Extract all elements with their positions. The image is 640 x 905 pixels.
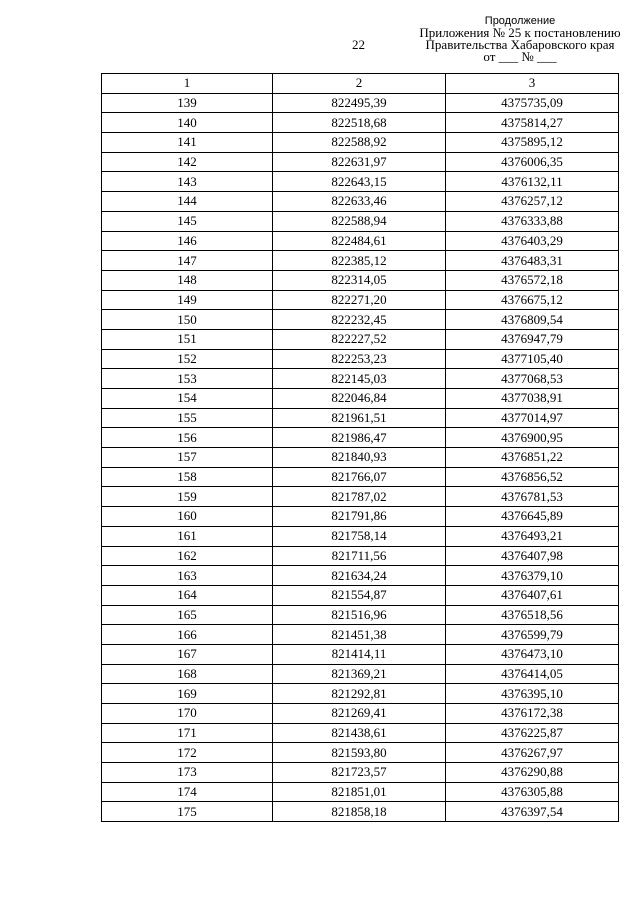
table-row [102, 231, 619, 251]
point-number-cell: 166 [102, 625, 273, 645]
x-coordinate-cell: 821369,21 [273, 664, 446, 684]
appendix-header [400, 15, 640, 63]
table-row [102, 192, 619, 212]
point-number-cell: 165 [102, 605, 273, 625]
point-number-cell: 147 [102, 251, 273, 271]
table-row [102, 211, 619, 231]
point-number-cell: 175 [102, 802, 273, 822]
x-coordinate-cell: 821711,56 [273, 546, 446, 566]
coordinates-table [101, 73, 619, 822]
x-coordinate-cell: 821858,18 [273, 802, 446, 822]
x-coordinate-cell: 821840,93 [273, 448, 446, 468]
x-coordinate-cell: 822232,45 [273, 310, 446, 330]
table-row [102, 369, 619, 389]
table-row [102, 290, 619, 310]
x-coordinate-cell: 821723,57 [273, 763, 446, 783]
x-coordinate-cell: 821414,11 [273, 644, 446, 664]
point-number-cell: 172 [102, 743, 273, 763]
table-row [102, 782, 619, 802]
y-coordinate-cell: 4375895,12 [446, 133, 619, 153]
point-number-cell: 141 [102, 133, 273, 153]
y-coordinate-cell: 4376132,11 [446, 172, 619, 192]
table-row [102, 644, 619, 664]
table-row [102, 507, 619, 527]
point-number-cell: 162 [102, 546, 273, 566]
table-row [102, 310, 619, 330]
point-number-cell: 159 [102, 487, 273, 507]
point-number-cell: 173 [102, 763, 273, 783]
point-number-cell: 148 [102, 270, 273, 290]
x-coordinate-cell: 821851,01 [273, 782, 446, 802]
table-row [102, 152, 619, 172]
x-coordinate-cell: 822145,03 [273, 369, 446, 389]
continuation-label: Продолжение [484, 15, 556, 27]
x-coordinate-cell: 821292,81 [273, 684, 446, 704]
table-row [102, 389, 619, 409]
page-number: 22 [352, 37, 365, 52]
point-number-cell: 164 [102, 585, 273, 605]
y-coordinate-cell: 4376572,18 [446, 270, 619, 290]
column-header-3: 3 [446, 74, 619, 94]
government-reference: Правительства Хабаровского края [425, 37, 615, 52]
y-coordinate-cell: 4376483,31 [446, 251, 619, 271]
point-number-cell: 150 [102, 310, 273, 330]
table-header-row [102, 74, 619, 94]
point-number-cell: 149 [102, 290, 273, 310]
x-coordinate-cell: 821758,14 [273, 526, 446, 546]
y-coordinate-cell: 4376473,10 [446, 644, 619, 664]
x-coordinate-cell: 822643,15 [273, 172, 446, 192]
y-coordinate-cell: 4376333,88 [446, 211, 619, 231]
point-number-cell: 158 [102, 467, 273, 487]
table-row [102, 467, 619, 487]
y-coordinate-cell: 4375814,27 [446, 113, 619, 133]
y-coordinate-cell: 4376414,05 [446, 664, 619, 684]
x-coordinate-cell: 821593,80 [273, 743, 446, 763]
point-number-cell: 167 [102, 644, 273, 664]
table-row [102, 487, 619, 507]
y-coordinate-cell: 4376675,12 [446, 290, 619, 310]
x-coordinate-cell: 822314,05 [273, 270, 446, 290]
x-coordinate-cell: 822633,46 [273, 192, 446, 212]
point-number-cell: 160 [102, 507, 273, 527]
point-number-cell: 155 [102, 408, 273, 428]
y-coordinate-cell: 4376379,10 [446, 566, 619, 586]
y-coordinate-cell: 4376257,12 [446, 192, 619, 212]
point-number-cell: 169 [102, 684, 273, 704]
point-number-cell: 156 [102, 428, 273, 448]
x-coordinate-cell: 822588,94 [273, 211, 446, 231]
table-row [102, 172, 619, 192]
point-number-cell: 146 [102, 231, 273, 251]
y-coordinate-cell: 4377068,53 [446, 369, 619, 389]
y-coordinate-cell: 4375735,09 [446, 93, 619, 113]
date-number-line: от ___ № ___ [483, 49, 557, 64]
x-coordinate-cell: 822588,92 [273, 133, 446, 153]
y-coordinate-cell: 4376006,35 [446, 152, 619, 172]
point-number-cell: 151 [102, 329, 273, 349]
y-coordinate-cell: 4376403,29 [446, 231, 619, 251]
point-number-cell: 143 [102, 172, 273, 192]
x-coordinate-cell: 821451,38 [273, 625, 446, 645]
x-coordinate-cell: 822385,12 [273, 251, 446, 271]
x-coordinate-cell: 822271,20 [273, 290, 446, 310]
table-row [102, 448, 619, 468]
x-coordinate-cell: 822046,84 [273, 389, 446, 409]
y-coordinate-cell: 4376599,79 [446, 625, 619, 645]
y-coordinate-cell: 4376856,52 [446, 467, 619, 487]
x-coordinate-cell: 821554,87 [273, 585, 446, 605]
y-coordinate-cell: 4377014,97 [446, 408, 619, 428]
x-coordinate-cell: 822227,52 [273, 329, 446, 349]
point-number-cell: 140 [102, 113, 273, 133]
x-coordinate-cell: 821791,86 [273, 507, 446, 527]
y-coordinate-cell: 4376395,10 [446, 684, 619, 704]
table-row [102, 704, 619, 724]
y-coordinate-cell: 4376267,97 [446, 743, 619, 763]
y-coordinate-cell: 4376305,88 [446, 782, 619, 802]
table-row [102, 251, 619, 271]
point-number-cell: 145 [102, 211, 273, 231]
point-number-cell: 142 [102, 152, 273, 172]
table-row [102, 428, 619, 448]
y-coordinate-cell: 4376518,56 [446, 605, 619, 625]
point-number-cell: 157 [102, 448, 273, 468]
x-coordinate-cell: 821634,24 [273, 566, 446, 586]
point-number-cell: 163 [102, 566, 273, 586]
y-coordinate-cell: 4376809,54 [446, 310, 619, 330]
y-coordinate-cell: 4377105,40 [446, 349, 619, 369]
coordinates-table-body [102, 74, 619, 822]
x-coordinate-cell: 821961,51 [273, 408, 446, 428]
y-coordinate-cell: 4376645,89 [446, 507, 619, 527]
x-coordinate-cell: 822495,39 [273, 93, 446, 113]
table-row [102, 113, 619, 133]
x-coordinate-cell: 822518,68 [273, 113, 446, 133]
point-number-cell: 144 [102, 192, 273, 212]
table-row [102, 605, 619, 625]
x-coordinate-cell: 822253,23 [273, 349, 446, 369]
table-row [102, 93, 619, 113]
point-number-cell: 171 [102, 723, 273, 743]
table-row [102, 723, 619, 743]
point-number-cell: 139 [102, 93, 273, 113]
y-coordinate-cell: 4376172,38 [446, 704, 619, 724]
x-coordinate-cell: 821269,41 [273, 704, 446, 724]
table-row [102, 408, 619, 428]
table-row [102, 684, 619, 704]
table-row [102, 526, 619, 546]
y-coordinate-cell: 4376851,22 [446, 448, 619, 468]
x-coordinate-cell: 821516,96 [273, 605, 446, 625]
point-number-cell: 154 [102, 389, 273, 409]
column-header-1: 1 [102, 74, 273, 94]
table-row [102, 546, 619, 566]
table-row [102, 763, 619, 783]
column-header-2: 2 [273, 74, 446, 94]
y-coordinate-cell: 4376407,61 [446, 585, 619, 605]
table-row [102, 133, 619, 153]
point-number-cell: 170 [102, 704, 273, 724]
table-row [102, 743, 619, 763]
point-number-cell: 152 [102, 349, 273, 369]
point-number-cell: 161 [102, 526, 273, 546]
x-coordinate-cell: 821787,02 [273, 487, 446, 507]
y-coordinate-cell: 4376781,53 [446, 487, 619, 507]
x-coordinate-cell: 821438,61 [273, 723, 446, 743]
table-row [102, 270, 619, 290]
table-row [102, 585, 619, 605]
y-coordinate-cell: 4376947,79 [446, 329, 619, 349]
appendix-reference: Приложения № 25 к постановлению [419, 25, 621, 40]
point-number-cell: 168 [102, 664, 273, 684]
x-coordinate-cell: 822631,97 [273, 152, 446, 172]
x-coordinate-cell: 822484,61 [273, 231, 446, 251]
y-coordinate-cell: 4376225,87 [446, 723, 619, 743]
table-row [102, 566, 619, 586]
table-row [102, 664, 619, 684]
x-coordinate-cell: 821766,07 [273, 467, 446, 487]
x-coordinate-cell: 821986,47 [273, 428, 446, 448]
y-coordinate-cell: 4376493,21 [446, 526, 619, 546]
y-coordinate-cell: 4376290,88 [446, 763, 619, 783]
y-coordinate-cell: 4377038,91 [446, 389, 619, 409]
table-row [102, 349, 619, 369]
y-coordinate-cell: 4376900,95 [446, 428, 619, 448]
y-coordinate-cell: 4376397,54 [446, 802, 619, 822]
table-row [102, 625, 619, 645]
point-number-cell: 153 [102, 369, 273, 389]
point-number-cell: 174 [102, 782, 273, 802]
y-coordinate-cell: 4376407,98 [446, 546, 619, 566]
table-row [102, 329, 619, 349]
table-row [102, 802, 619, 822]
